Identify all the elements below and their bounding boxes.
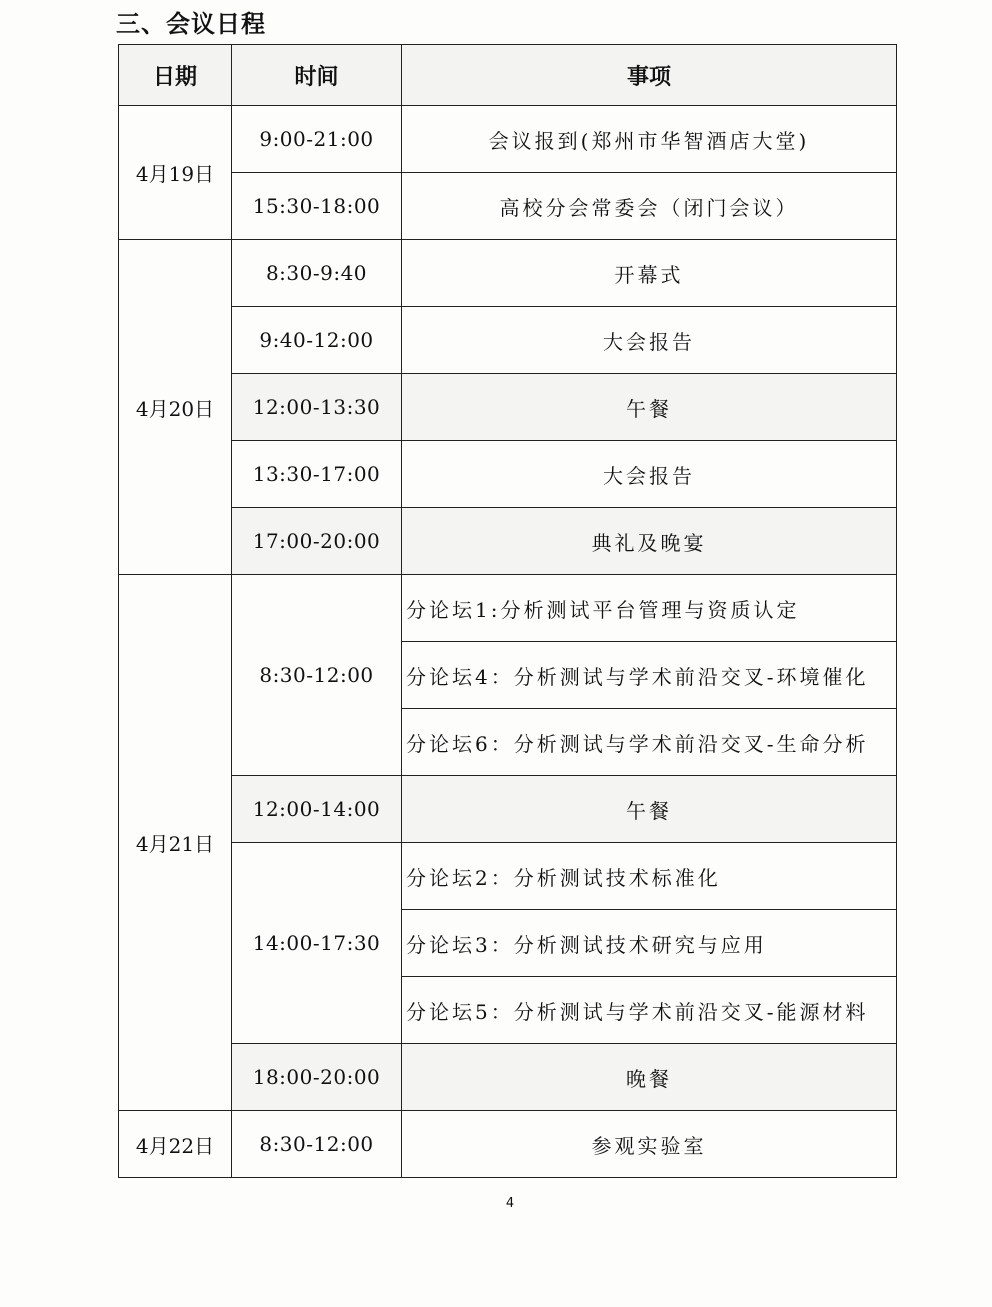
table-row xyxy=(119,106,897,173)
time-cell: 12:00-13:30 xyxy=(232,374,402,441)
time-cell: 9:00-21:00 xyxy=(232,106,402,173)
table-row xyxy=(119,776,897,843)
table-row xyxy=(119,441,897,508)
table-row xyxy=(119,307,897,374)
table-row xyxy=(119,1044,897,1111)
table-row xyxy=(119,240,897,307)
time-cell: 15:30-18:00 xyxy=(232,173,402,240)
table-row xyxy=(119,508,897,575)
time-cell: 8:30-12:00 xyxy=(232,575,402,776)
item-cell: 典礼及晚宴 xyxy=(402,508,897,575)
date-cell: 4月20日 xyxy=(119,240,232,575)
table-row xyxy=(119,1111,897,1178)
time-cell: 18:00-20:00 xyxy=(232,1044,402,1111)
schedule-table xyxy=(118,44,897,1178)
item-cell: 分论坛6：分析测试与学术前沿交叉-生命分析 xyxy=(402,709,897,776)
date-cell: 4月22日 xyxy=(119,1111,232,1178)
section-heading: 三、会议日程 xyxy=(116,10,266,38)
item-cell: 分论坛3：分析测试技术研究与应用 xyxy=(402,910,897,977)
table-row xyxy=(119,374,897,441)
time-cell: 17:00-20:00 xyxy=(232,508,402,575)
page-number: 4 xyxy=(505,1196,515,1211)
time-cell: 14:00-17:30 xyxy=(232,843,402,1044)
item-cell: 高校分会常委会（闭门会议） xyxy=(402,173,897,240)
date-cell: 4月21日 xyxy=(119,575,232,1111)
time-cell: 13:30-17:00 xyxy=(232,441,402,508)
table-row xyxy=(119,843,897,910)
item-cell: 分论坛5：分析测试与学术前沿交叉-能源材料 xyxy=(402,977,897,1044)
item-cell: 大会报告 xyxy=(402,307,897,374)
item-cell: 分论坛4：分析测试与学术前沿交叉-环境催化 xyxy=(402,642,897,709)
time-cell: 8:30-9:40 xyxy=(232,240,402,307)
item-cell: 参观实验室 xyxy=(402,1111,897,1178)
item-cell: 午餐 xyxy=(402,776,897,843)
header-date: 日期 xyxy=(119,45,232,106)
item-cell: 分论坛2：分析测试技术标准化 xyxy=(402,843,897,910)
item-cell: 大会报告 xyxy=(402,441,897,508)
time-cell: 12:00-14:00 xyxy=(232,776,402,843)
item-cell: 晚餐 xyxy=(402,1044,897,1111)
table-row xyxy=(119,173,897,240)
item-cell: 会议报到(郑州市华智酒店大堂) xyxy=(402,106,897,173)
item-cell: 开幕式 xyxy=(402,240,897,307)
time-cell: 9:40-12:00 xyxy=(232,307,402,374)
item-cell: 分论坛1:分析测试平台管理与资质认定 xyxy=(402,575,897,642)
header-item: 事项 xyxy=(402,45,897,106)
item-cell: 午餐 xyxy=(402,374,897,441)
table-row xyxy=(119,575,897,642)
date-cell: 4月19日 xyxy=(119,106,232,240)
header-time: 时间 xyxy=(232,45,402,106)
table-header-row xyxy=(119,45,897,106)
time-cell: 8:30-12:00 xyxy=(232,1111,402,1178)
